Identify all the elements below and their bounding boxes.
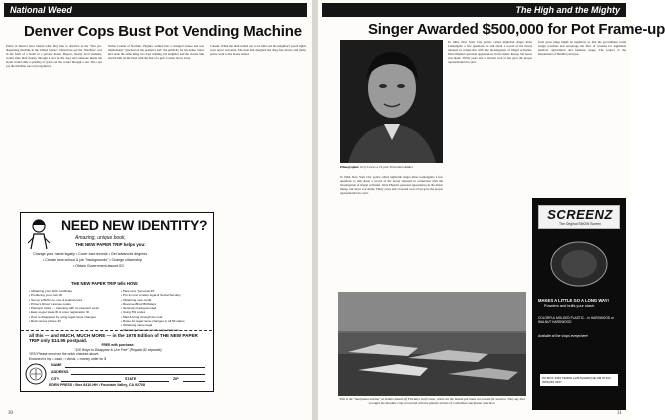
ad-bullets-left <box>29 289 115 323</box>
article-text: from grass plugs might be legalized, so that the government could assign revenues and encourage the flow of revenue for legitimate medical, agricultural and business usage. The project is the Department of Health's purveyor. <box>538 40 626 57</box>
article-text: In 1964, New York City police called nightclub singer Peter Lemongello a few questions to talk about a record of his newly released in connection with the investigation of illegal activities. Were Phelan's personal appearances in the music lineup, but never was made. Thirty years and a lawsuit won at last gave the proper representation in court. <box>340 175 443 196</box>
headline: Denver Cops Bust Pot Vending Machine <box>24 23 302 40</box>
list-item: • Obtaining name legal <box>121 323 153 328</box>
page-number: 30 <box>8 411 13 416</box>
list-item: • Reid versus phone ID <box>29 319 61 324</box>
zip-field[interactable] <box>183 381 205 382</box>
list-item: • Reverse-Blind Birthdays <box>121 301 157 306</box>
article-column-2 <box>448 40 532 288</box>
city-label: CITY <box>51 377 60 381</box>
ad-availability: Available at fine shops everywhere! <box>538 334 589 338</box>
list-item: • Rules for legal name changes in all 50 states <box>121 319 185 324</box>
article-column-1 <box>6 44 102 208</box>
article-text: Canada. When the bulb turned out to be infra-red the neighbor's porch lights were never activated. The man had designed the drug-free device and many police went to the house armed. <box>210 44 306 57</box>
order-confirm: YES! Please send me the order checked above. <box>29 352 100 356</box>
order-payment[interactable]: Enclosed is my □ cash, □ check, □ money order for $ <box>29 356 107 361</box>
portrait-image <box>340 40 443 163</box>
ad-info-heading: THE NEW PAPER TRIP tells HOW: <box>71 281 139 286</box>
city-field[interactable] <box>61 381 121 382</box>
marina-photo <box>338 292 526 396</box>
state-label: STATE <box>125 377 137 381</box>
state-field[interactable] <box>139 381 169 382</box>
mascot-icon <box>25 217 53 251</box>
ad-feature-line: • Create new school & job "backgrounds" • Change citizenship <box>43 258 142 262</box>
marina-image <box>338 292 526 396</box>
list-item: • Using 5% codes <box>121 310 146 315</box>
order-offer: all this — and MUCH, MUCH MORE — in the 1978 Edition of THE NEW PAPER TRIP only $14.95 postpaid. <box>29 333 198 343</box>
list-item: • Take new "personal ID" <box>121 289 155 293</box>
caption-credit: Pilmographer <box>340 165 359 169</box>
article-text: Walter Coalter of Norfolk, Virginia, walked into a stranger's house and was immediately "pinched on the posterior end" the publicity for his name. Since he'd done the same thing two days running, his neighbor and the closest link and bit him on the head with the butt of a gun. Coalter drove away. <box>108 44 204 61</box>
article-margin <box>324 40 338 290</box>
list-item: • Obtaining your birth certificate <box>29 289 73 293</box>
brand-tagline: The Original SMOW Screen <box>558 222 602 226</box>
article-column-3 <box>538 40 626 192</box>
address-field[interactable] <box>71 374 205 375</box>
screen-product-icon <box>544 234 614 294</box>
list-item: • Producing your own ID <box>29 293 63 298</box>
list-item: • Mail & bring through the mail <box>121 314 163 319</box>
ad-finish: COLORFUL MOLDED PLASTIC... in HARDWOOD or WALNUT HARDWOOD <box>538 316 614 325</box>
list-item: • Seriously backgrounded <box>121 306 157 311</box>
marina-caption: This is the "marijuana marina" at Seldon Island off Florida's Gulf Coast, where all the busted pot boats are towed for auction. They say that so might the desolate crop recovered with the ghostly armies of Colombian marijuana ranchers. <box>339 397 525 406</box>
list-item: • Obtaining domestic and foreign diplomas <box>121 327 180 332</box>
list-item: • Passport tricks — traveling with no passport at all <box>29 306 99 311</box>
ad-book-title: THE NEW PAPER TRIP helps you: <box>75 242 146 247</box>
ad-bullets-right <box>121 289 207 332</box>
list-item: • Pro & cons of alien legal & Social Security <box>121 293 181 298</box>
page-number: 31 <box>617 411 622 416</box>
ad-slogan: MAKES A LITTLE GO A LONG WAY! <box>538 298 609 303</box>
name-field[interactable] <box>65 367 205 368</box>
caption-text: Jerry Lewis: a 13-year Prevention Addict. <box>359 165 414 169</box>
brand-logo: SCREENZ <box>547 207 613 222</box>
ad-subtitle: Amazing, unique book, <box>75 235 126 241</box>
list-item: • Easy-to-get state ID & voter registration ID <box>29 310 90 315</box>
article-column-3 <box>210 44 306 396</box>
order-free: FREE with purchase: <box>101 343 135 347</box>
photo-caption <box>340 165 443 169</box>
section-banner: National Weed <box>4 3 307 17</box>
order-free-book: "100 Ways to Disappear & Live Free" (Regular $2 separate) <box>74 347 162 352</box>
ad-feature-line: Change your name legally • Cover bad records • Get advanced degrees <box>33 252 148 256</box>
left-page <box>0 0 312 420</box>
ad-slogan-2: Powders and buffs your stash. <box>544 304 596 308</box>
address-label: ADDRESS <box>51 370 69 374</box>
identity-ad <box>20 212 214 392</box>
screenz-logo-box <box>538 205 620 229</box>
order-form <box>29 334 207 361</box>
article-column-2 <box>108 44 204 208</box>
list-item: • Prime's Driver License codes <box>29 301 71 306</box>
publisher-address: EDEN PRESS • Box 8410-HH • Fountain Valley, CA 92708 <box>49 383 145 387</box>
ad-feature-line: • Obtain Government-issued ID! <box>73 264 124 268</box>
zip-label: ZIP <box>173 377 179 381</box>
ad-address: PO BOX 3345 TEMPE ALBUQUERQUE NM 87190 (505)255-3367 <box>540 374 618 386</box>
section-banner: The High and the Mighty <box>322 3 626 17</box>
article-text: Police in Denver have busted what they like to describe as the "first pot-dispensing machine in the United States". Detectives say the "machine" was in the form of a booth in a private house. Buyers, mostly local students, would slide their money through a slot in the door and someone inside the booth would slide a quantity of grass out the corner through a slot. The cops say the machine was well organized. <box>6 44 102 69</box>
ad-title: NEED NEW IDENTITY? <box>61 217 208 233</box>
screenz-ad <box>532 198 626 410</box>
list-item: • How to disappear by using legal name changes <box>29 314 96 319</box>
right-page <box>318 0 665 420</box>
article-column-1 <box>340 175 443 287</box>
headline: Singer Awarded $500,000 for Pot Frame-up <box>368 21 665 38</box>
singer-photo <box>340 40 443 163</box>
seal-icon <box>25 363 47 385</box>
list-item: • Obtaining new credit <box>121 297 152 302</box>
article-text: In 1964, New York City police called nightclub singer Peter Lemongello a few questions to talk about a record of his newly released in connection with the investigation of illegal activities. Were Phelan's personal appearances in the music lineup, but never was made. Thirty years and a lawsuit won at last gave the proper representation in court. <box>448 40 532 65</box>
name-label: NAME <box>51 363 62 367</box>
list-item: • Set up a Birth Lie, use & federal rules <box>29 297 83 302</box>
